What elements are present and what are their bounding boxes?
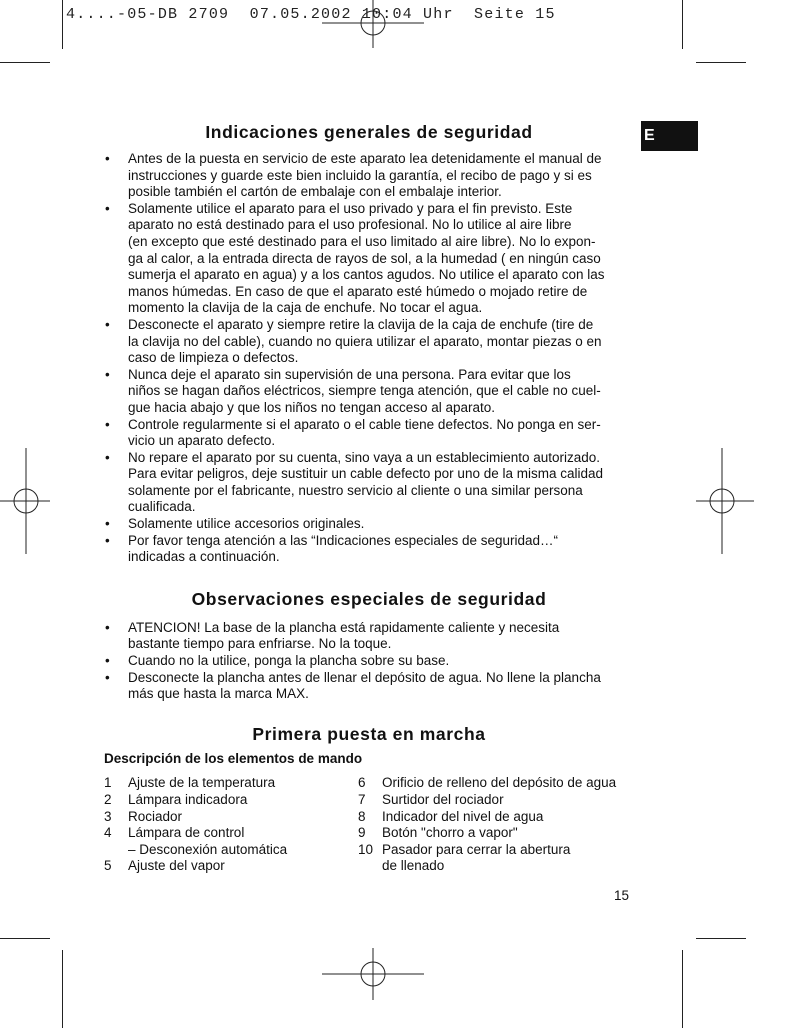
list-item-line: la clavija no del cable), cuando no quiera utilizar el aparato, montar piezas o en	[128, 333, 602, 349]
parts-item-number: 9	[358, 825, 366, 841]
bullet-icon: •	[105, 416, 110, 432]
section-title: Primera puesta en marcha	[252, 723, 486, 744]
list-item-line: momento la clavija de la caja de enchufe. No tocar el agua.	[128, 300, 483, 316]
list-item-line: bastante tiempo para enfriarse. No la toque.	[128, 636, 392, 652]
list-item	[104, 450, 634, 516]
parts-item-number: 4	[104, 825, 112, 841]
parts-item	[358, 825, 634, 842]
list-item-line: Por favor tenga atención a las “Indicaciones especiales de seguridad…“	[128, 532, 559, 548]
list-item-line: vicio un aparato defecto.	[128, 433, 276, 449]
parts-item-label: – Desconexión automática	[128, 841, 288, 857]
parts-item	[104, 809, 358, 826]
registration-crosshair-icon	[322, 0, 424, 50]
list-item	[104, 653, 634, 670]
bullet-icon: •	[105, 366, 110, 382]
parts-item-label: Lámpara indicadora	[128, 792, 248, 807]
list-item	[104, 417, 634, 450]
parts-item-label: Surtidor del rociador	[382, 792, 504, 807]
parts-item-number: 1	[104, 775, 112, 791]
bullet-list	[104, 620, 634, 703]
parts-item-number: 2	[104, 792, 112, 807]
parts-item-label: Pasador para cerrar la abertura	[382, 841, 571, 857]
section-subtitle: Descripción de los elementos de mando	[104, 750, 363, 766]
parts-item	[104, 842, 358, 859]
list-item-line: posible también el cartón de embalaje con el embalaje interior.	[128, 184, 502, 200]
printer-header: 4....-05-DB 2709 07.05.2002 10:04 Uhr Seite 15	[66, 6, 556, 23]
section-title: Indicaciones generales de seguridad	[205, 122, 533, 142]
parts-item	[104, 775, 358, 792]
list-item-line: manos húmedas. En caso de que el aparato esté húmedo o mojado retire de	[128, 283, 588, 299]
parts-item-label: Orificio de relleno del depósito de agua	[382, 775, 617, 791]
bullet-icon: •	[105, 449, 110, 465]
list-item	[104, 367, 634, 417]
bullet-icon: •	[105, 619, 110, 635]
list-item-line: niños se hagan daños eléctricos, siempre tenga atención, que el cable no cuel-	[128, 383, 601, 399]
parts-item-number: 5	[104, 858, 112, 874]
registration-crosshair-icon	[322, 948, 424, 1008]
bullet-list	[104, 151, 634, 566]
parts-item	[358, 775, 634, 792]
list-item-line: Controle regularmente si el aparato o el cable tiene defectos. No ponga en ser-	[128, 416, 601, 432]
list-item	[104, 533, 634, 566]
bullet-icon: •	[105, 151, 110, 166]
parts-item	[358, 792, 634, 809]
list-item-line: solamente por el fabricante, nuestro servicio al cliente o una similar persona	[128, 482, 583, 498]
list-item-line: Solamente utilice accesorios originales.	[128, 516, 365, 532]
list-item	[104, 516, 634, 533]
parts-item-number: 7	[358, 792, 366, 807]
list-item-line: aparato no está destinado para el uso profesional. No lo utilice al aire libre	[128, 217, 572, 233]
parts-list	[104, 775, 634, 875]
parts-item	[358, 858, 634, 875]
list-item-line: gue hacia abajo y que los niños no tengan acceso al aparato.	[128, 399, 496, 415]
section-title: Observaciones especiales de seguridad	[191, 588, 547, 609]
crop-mark	[682, 0, 683, 49]
parts-column-left	[104, 775, 358, 875]
parts-item-label: Ajuste del vapor	[128, 858, 225, 874]
parts-item	[104, 792, 358, 809]
list-item	[104, 151, 634, 201]
bullet-icon: •	[105, 200, 110, 216]
parts-item-number	[358, 858, 382, 875]
list-item-line: sumerja el aparato en agua) y a los cantos agudos. No utilice el aparato con las	[128, 267, 605, 283]
page-number: 15	[614, 888, 630, 903]
parts-item-label: de llenado	[382, 858, 445, 874]
list-item-line: No repare el aparato por su cuenta, sino vaya a un establecimiento autorizado.	[128, 449, 601, 465]
parts-item	[358, 809, 634, 826]
parts-item	[358, 842, 634, 859]
parts-item-label: Botón "chorro a vapor"	[382, 825, 518, 841]
list-item-line: cualificada.	[128, 499, 196, 515]
parts-item-number	[104, 842, 128, 859]
bullet-icon: •	[105, 653, 110, 669]
list-item-line: ATENCION! La base de la plancha está rapidamente caliente y necesita	[128, 619, 560, 635]
list-item-line: caso de limpieza o defectos.	[128, 350, 299, 366]
registration-crosshair-icon	[694, 448, 754, 554]
list-item-line: Solamente utilice el aparato para el uso privado y para el fin previsto. Este	[128, 200, 573, 216]
list-item-line: Desconecte la plancha antes de llenar el depósito de agua. No llene la plancha	[128, 669, 601, 685]
parts-item-label: Ajuste de la temperatura	[128, 775, 276, 791]
list-item	[104, 201, 634, 317]
crop-mark	[696, 62, 746, 63]
registration-crosshair-icon	[0, 448, 52, 554]
list-item-line: Nunca deje el aparato sin supervisión de una persona. Para evitar que los	[128, 366, 571, 382]
crop-mark	[696, 938, 746, 939]
parts-item-number: 6	[358, 775, 366, 791]
page-content	[104, 121, 634, 875]
bullet-icon: •	[105, 669, 110, 685]
parts-item-label: Rociador	[128, 808, 183, 824]
parts-item	[104, 825, 358, 842]
parts-column-right	[358, 775, 634, 875]
list-item	[104, 670, 634, 703]
parts-item-number: 10	[358, 841, 374, 857]
list-item-line: (en excepto que esté destinado para el uso limitado al aire libre). No lo expon-	[128, 233, 596, 249]
crop-mark	[62, 0, 63, 49]
list-item-line: Antes de la puesta en servicio de este aparato lea detenidamente el manual de	[128, 151, 602, 166]
crop-mark	[0, 62, 50, 63]
parts-item-label: Lámpara de control	[128, 825, 245, 841]
crop-mark	[682, 950, 683, 1028]
parts-item	[104, 858, 358, 875]
parts-item-label: Indicador del nivel de agua	[382, 808, 544, 824]
list-item-line: ga al calor, a la entrada directa de rayos de sol, a la humedad ( en ningún caso	[128, 250, 601, 266]
language-tab: E	[641, 121, 698, 151]
list-item	[104, 620, 634, 653]
bullet-icon: •	[105, 316, 110, 332]
list-item-line: instrucciones y guarde este bien incluido la garantía, el recibo de pago y si es	[128, 167, 592, 183]
crop-mark	[62, 950, 63, 1028]
crop-mark	[0, 938, 50, 939]
list-item-line: Para evitar peligros, deje sustituir un cable defecto por uno de la misma calidad	[128, 466, 604, 482]
parts-item-number: 8	[358, 808, 366, 824]
list-item-line: Cuando no la utilice, ponga la plancha sobre su base.	[128, 653, 450, 669]
list-item-line: más que hasta la marca MAX.	[128, 686, 309, 702]
bullet-icon: •	[105, 516, 110, 532]
parts-item-number: 3	[104, 808, 112, 824]
list-item-line: indicadas a continuación.	[128, 549, 280, 565]
list-item-line: Desconecte el aparato y siempre retire la clavija de la caja de enchufe (tire de	[128, 316, 594, 332]
bullet-icon: •	[105, 532, 110, 548]
list-item	[104, 317, 634, 367]
